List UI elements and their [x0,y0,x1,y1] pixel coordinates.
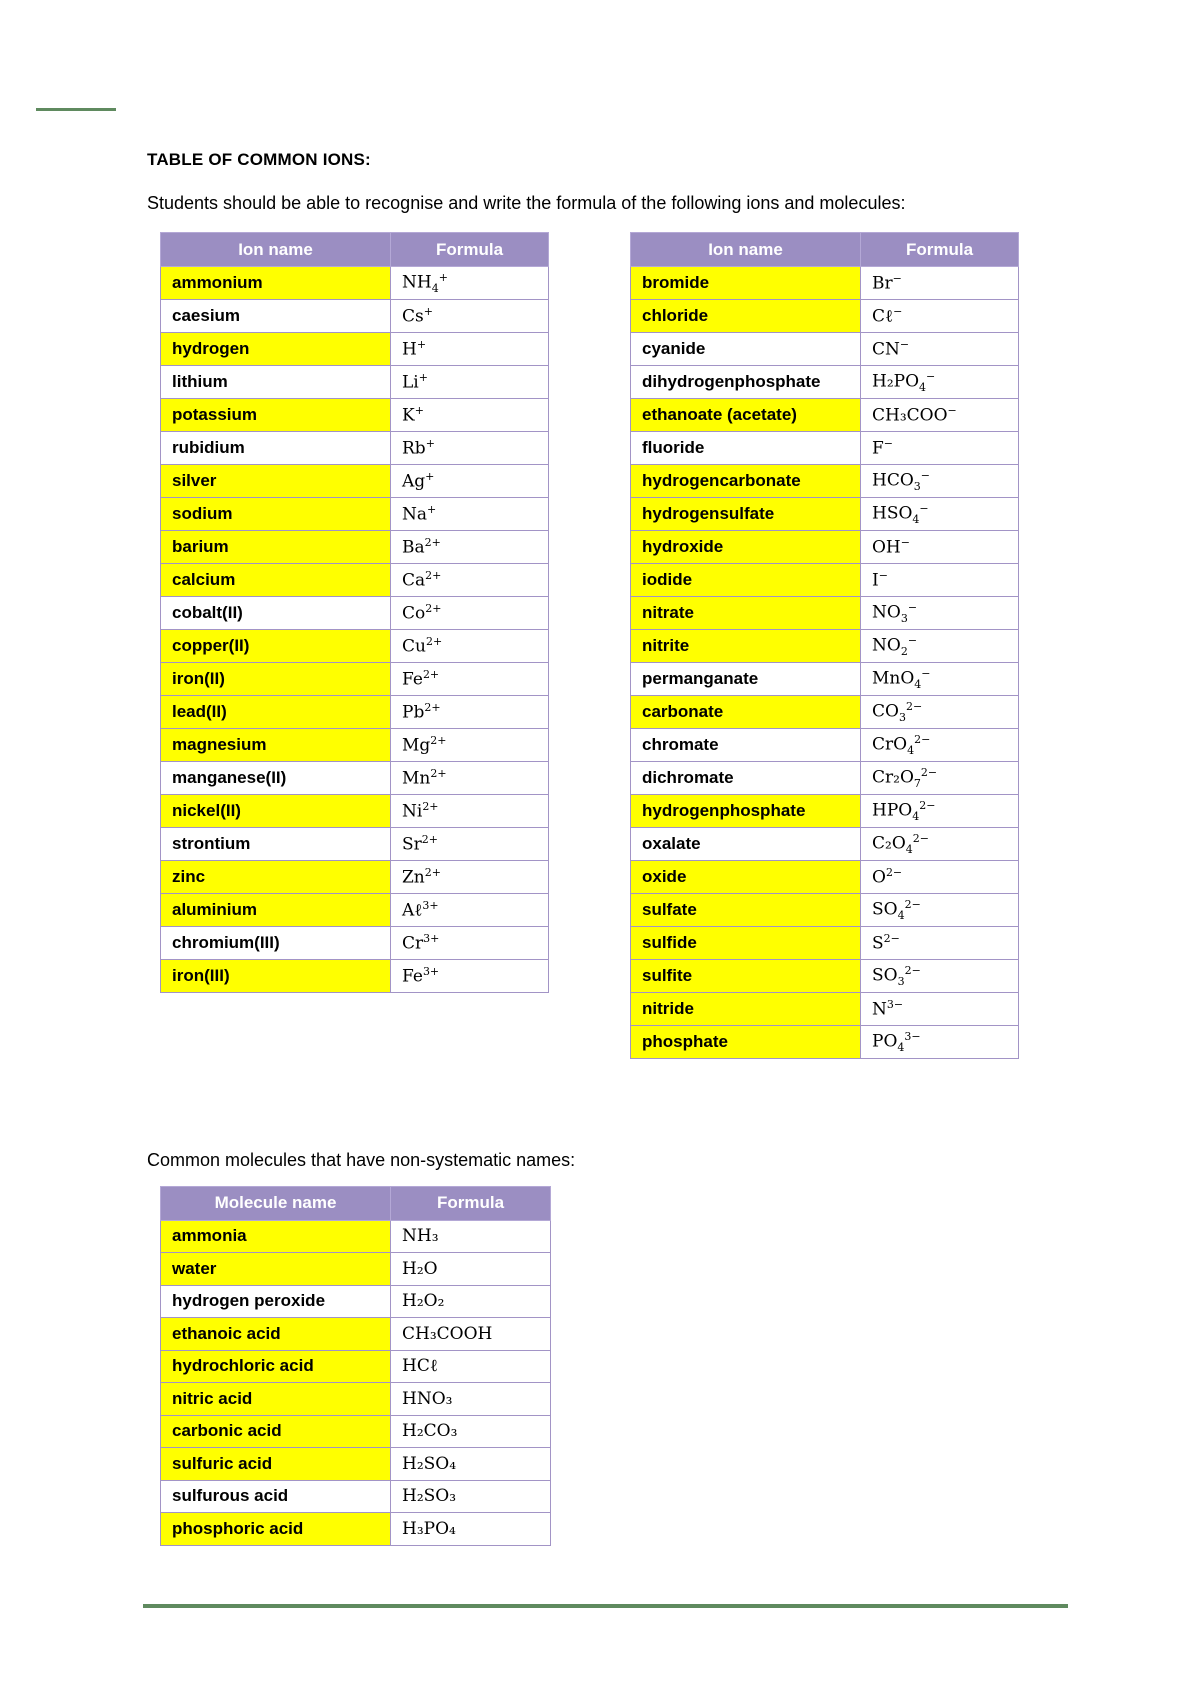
ion-formula [861,960,1019,993]
formula-charge: 3+ [422,965,440,979]
ion-formula [391,729,549,762]
formula-base: Mn [402,768,431,789]
table-row [161,1480,551,1513]
table-row [161,729,549,762]
ion-formula [391,366,549,399]
bottom-rule [143,1604,1068,1608]
formula-charge: + [414,404,424,418]
formula-base: Mg [402,735,431,756]
formula-subscript: 4 [897,909,905,923]
formula-subscript: 4 [919,381,927,395]
formula-charge: 2+ [425,635,443,649]
ion-formula [391,894,549,927]
formula-charge: + [423,305,433,319]
formula-charge: 2+ [422,800,439,814]
molecules-body [161,1220,551,1545]
formula-subscript: 4 [897,1041,905,1055]
table-row [161,498,549,531]
formula-charge: − [892,272,902,286]
table-row [161,630,549,663]
table-row [631,498,1019,531]
page-heading: TABLE OF COMMON IONS: [147,150,371,169]
ion-formula [391,465,549,498]
formula-base: NO [872,635,901,656]
formula-base: SO [872,965,898,986]
formula-base: NH [402,272,432,293]
formula-base: HSO [872,503,913,524]
formula-charge: 2+ [430,734,447,748]
formula-charge: 2− [904,897,921,911]
table-row [161,366,549,399]
table-row [161,465,549,498]
formula-charge: 2+ [421,833,438,847]
ion-name: magnesium [161,729,391,762]
table-row [631,927,1019,960]
table-row [161,696,549,729]
formula-charge: − [878,569,888,583]
table-row [161,1513,551,1546]
table-row [631,663,1019,696]
formula-charge: 3+ [422,899,439,913]
ion-name: zinc [161,861,391,894]
table-row [161,1350,551,1383]
molecules-table [160,1186,551,1546]
formula-base: OH [872,537,901,558]
molecule-name: nitric acid [161,1383,391,1416]
table-row [161,1415,551,1448]
table-row [631,465,1019,498]
table-row [631,696,1019,729]
table-header-row [161,233,549,267]
ion-name: hydroxide [631,531,861,564]
formula-base: CrO [872,734,908,755]
ion-name: silver [161,465,391,498]
formula-charge: 2+ [430,767,447,781]
formula-charge: − [920,468,930,482]
table-row [161,1220,551,1253]
table-row [631,828,1019,861]
ion-name: nickel(II) [161,795,391,828]
formula-base: HPO [872,800,913,821]
ion-formula [391,663,549,696]
formula-charge: 3− [886,998,904,1012]
ion-formula [861,630,1019,663]
ion-formula [391,267,549,300]
ion-formula [861,432,1019,465]
ion-name: iodide [631,564,861,597]
formula-charge: 3+ [423,932,440,946]
molecule-name-header: Molecule name [161,1187,391,1221]
ion-formula [391,696,549,729]
formula-subscript: 4 [914,678,922,692]
table-row [161,828,549,861]
ion-name: permanganate [631,663,861,696]
formula-base: Li [402,372,419,393]
ion-formula [391,960,549,993]
ion-name: sulfite [631,960,861,993]
formula-charge: − [900,536,910,550]
formula-subscript: 3 [898,711,906,725]
ion-name: sulfate [631,894,861,927]
ion-name: rubidium [161,432,391,465]
ion-name: hydrogencarbonate [631,465,861,498]
molecule-name: ammonia [161,1220,391,1253]
ion-name: ammonium [161,267,391,300]
ion-name: nitride [631,993,861,1026]
molecule-name: carbonic acid [161,1415,391,1448]
ion-formula [391,564,549,597]
table-row [631,597,1019,630]
molecule-name: hydrogen peroxide [161,1285,391,1318]
ion-formula [391,399,549,432]
ion-name: aluminium [161,894,391,927]
table-row [161,927,549,960]
formula-charge: 2+ [424,701,441,715]
formula-charge: − [883,437,894,451]
ion-formula [391,861,549,894]
molecule-formula: NH₃ [391,1220,551,1253]
ion-name-header: Ion name [161,233,391,267]
formula-subscript: 7 [913,777,921,791]
formula-charge: 2+ [425,602,442,616]
ions-left-body [161,267,549,993]
ion-formula [391,630,549,663]
formula-base: K [402,405,415,426]
molecule-formula: H₂O₂ [391,1285,551,1318]
ion-formula [391,828,549,861]
formula-charge: 2− [904,963,921,977]
ion-formula [861,465,1019,498]
table-row [161,861,549,894]
ion-name: sodium [161,498,391,531]
ion-formula [861,300,1019,333]
table-row [631,333,1019,366]
ion-formula [861,993,1019,1026]
formula-base: S [872,933,884,954]
formula-charge: − [919,501,929,515]
ion-formula [391,762,549,795]
table-row [631,762,1019,795]
molecule-formula: H₂SO₃ [391,1480,551,1513]
ion-name: potassium [161,399,391,432]
table-row [161,564,549,597]
formula-charge: 2+ [424,536,441,550]
ion-formula [861,597,1019,630]
ion-name: iron(III) [161,960,391,993]
formula-base: Cu [402,636,426,657]
ion-formula [861,564,1019,597]
table-row [161,1285,551,1318]
formula-charge: + [427,503,437,517]
formula-base: Pb [402,702,425,723]
ion-name: barium [161,531,391,564]
ion-name: cyanide [631,333,861,366]
ion-name: hydrogenphosphate [631,795,861,828]
table-row [631,729,1019,762]
formula-base: NO [872,602,901,623]
formula-charge: + [416,338,427,352]
formula-base: Cℓ [872,306,894,327]
ion-formula [861,267,1019,300]
formula-base: Br [872,273,893,294]
formula-charge: + [418,371,428,385]
formula-base: SO [872,899,898,920]
molecule-formula: H₃PO₄ [391,1513,551,1546]
molecule-name: phosphoric acid [161,1513,391,1546]
table-header-row [161,1187,551,1221]
formula-base: Fe [402,966,423,987]
ion-formula [861,366,1019,399]
table-row [631,630,1019,663]
ion-name: chromate [631,729,861,762]
ion-name: calcium [161,564,391,597]
table-row [631,861,1019,894]
ion-name: hydrogen [161,333,391,366]
formula-base: Cs [402,306,424,327]
ion-name: iron(II) [161,663,391,696]
formula-base: CH₃COO [872,405,948,426]
table-row [631,894,1019,927]
ion-name: nitrate [631,597,861,630]
table-row [161,1253,551,1286]
ion-name: caesium [161,300,391,333]
table-row [161,1448,551,1481]
ion-formula [861,894,1019,927]
formula-charge: + [425,437,435,451]
formula-header: Formula [391,233,549,267]
formula-base: CO [872,701,899,722]
formula-charge: 2− [920,765,938,779]
ion-formula [861,1026,1019,1059]
ion-name-header: Ion name [631,233,861,267]
table-row [161,894,549,927]
formula-subscript: 4 [431,282,439,296]
formula-charge: 2− [919,798,936,812]
ion-name: nitrite [631,630,861,663]
ion-name: manganese(II) [161,762,391,795]
ion-name: chromium(III) [161,927,391,960]
ion-formula [861,828,1019,861]
formula-base: Ca [402,570,426,591]
formula-base: PO [872,1031,898,1052]
formula-charge: − [926,369,936,383]
molecule-formula: HCℓ [391,1350,551,1383]
molecule-formula: H₂O [391,1253,551,1286]
ion-name: hydrogensulfate [631,498,861,531]
formula-base: CN [872,339,900,360]
table-row [161,795,549,828]
table-row [161,1318,551,1351]
table-row [631,432,1019,465]
ion-formula [391,498,549,531]
formula-charge: − [893,305,903,319]
ion-formula [391,333,549,366]
formula-charge: 2+ [424,866,441,880]
ion-formula [391,795,549,828]
ion-name: bromide [631,267,861,300]
table-row [631,399,1019,432]
ion-name: lead(II) [161,696,391,729]
table-row [161,597,549,630]
ion-formula [861,399,1019,432]
ion-formula [861,333,1019,366]
molecule-name: ethanoic acid [161,1318,391,1351]
formula-charge: − [947,404,957,418]
ion-name: lithium [161,366,391,399]
formula-base: O [872,867,886,888]
formula-subscript: 3 [913,480,921,494]
formula-base: Ag [402,471,426,492]
formula-base: H₂PO [872,371,920,392]
ions-right-body [631,267,1019,1059]
formula-base: Co [402,603,426,624]
table-row [161,663,549,696]
ion-name: sulfide [631,927,861,960]
formula-charge: 2+ [422,668,440,682]
table-row [631,300,1019,333]
formula-subscript: 4 [912,810,920,824]
table-row [161,960,549,993]
formula-charge: − [907,600,918,614]
formula-base: I [872,570,879,591]
formula-base: Fe [402,669,423,690]
formula-base: F [872,438,884,459]
ion-name: dichromate [631,762,861,795]
ion-formula [391,927,549,960]
formula-charge: 2− [905,699,923,713]
molecule-name: sulfurous acid [161,1480,391,1513]
formula-base: H [402,339,417,360]
ions-table-left [160,232,549,993]
table-row [631,960,1019,993]
formula-base: Zn [402,867,425,888]
ion-formula [391,300,549,333]
table-row [161,432,549,465]
formula-subscript: 2 [900,645,908,659]
formula-base: Sr [402,834,422,855]
ion-name: fluoride [631,432,861,465]
table-row [631,795,1019,828]
ion-name: chloride [631,300,861,333]
table-row [631,267,1019,300]
formula-base: Ba [402,537,425,558]
table-row [161,531,549,564]
table-row [631,1026,1019,1059]
molecule-name: water [161,1253,391,1286]
ion-name: oxalate [631,828,861,861]
ion-formula [391,597,549,630]
formula-base: Rb [402,438,426,459]
molecule-formula: HNO₃ [391,1383,551,1416]
molecule-name: sulfuric acid [161,1448,391,1481]
formula-base: Na [402,504,428,525]
table-row [161,333,549,366]
ion-name: phosphate [631,1026,861,1059]
ion-formula [861,795,1019,828]
formula-charge: 2− [912,831,929,845]
formula-charge: + [425,470,435,484]
formula-base: C₂O [872,833,906,854]
formula-charge: − [907,633,918,647]
table-header-row [631,233,1019,267]
ion-name: ethanoate (acetate) [631,399,861,432]
formula-charge: − [899,338,910,352]
ion-formula [391,531,549,564]
formula-charge: 2− [914,732,931,746]
formula-charge: 2− [885,866,903,880]
ion-name: oxide [631,861,861,894]
ion-name: strontium [161,828,391,861]
formula-base: Cr₂O [872,767,914,788]
formula-subscript: 3 [900,612,908,626]
formula-subscript: 3 [897,975,905,989]
ion-formula [861,861,1019,894]
formula-base: N [872,999,887,1020]
table-row [161,399,549,432]
ion-formula [861,927,1019,960]
molecule-formula: CH₃COOH [391,1318,551,1351]
ion-formula [861,498,1019,531]
formula-base: Cr [402,933,424,954]
formula-subscript: 4 [905,843,913,857]
formula-base: Ni [402,801,423,822]
table-row [161,267,549,300]
ion-name: dihydrogenphosphate [631,366,861,399]
formula-charge: + [438,270,448,284]
ion-name: cobalt(II) [161,597,391,630]
table-row [631,531,1019,564]
formula-charge: 2− [883,932,900,946]
intro-text: Students should be able to recognise and write the formula of the following ions and molecules: [147,193,906,213]
formula-subscript: 4 [907,744,915,758]
ion-formula [391,432,549,465]
molecules-intro-text: Common molecules that have non-systematic names: [147,1150,576,1170]
ion-name: copper(II) [161,630,391,663]
ion-formula [861,729,1019,762]
table-row [631,564,1019,597]
formula-subscript: 4 [912,513,920,527]
ions-table-right [630,232,1019,1059]
molecule-name: hydrochloric acid [161,1350,391,1383]
table-row [161,300,549,333]
ion-formula [861,663,1019,696]
formula-charge: − [921,666,931,680]
table-row [631,366,1019,399]
formula-header: Formula [391,1187,551,1221]
ion-formula [861,762,1019,795]
formula-header: Formula [861,233,1019,267]
molecule-formula: H₂SO₄ [391,1448,551,1481]
molecule-formula: H₂CO₃ [391,1415,551,1448]
formula-charge: 3− [904,1029,921,1043]
table-row [161,1383,551,1416]
ion-formula [861,696,1019,729]
formula-charge: 2+ [425,569,442,583]
top-rule [36,108,116,111]
formula-base: Aℓ [402,900,423,921]
ion-name: carbonate [631,696,861,729]
ion-formula [861,531,1019,564]
table-row [631,993,1019,1026]
formula-base: HCO [872,470,914,491]
table-row [161,762,549,795]
formula-base: MnO [872,668,915,689]
